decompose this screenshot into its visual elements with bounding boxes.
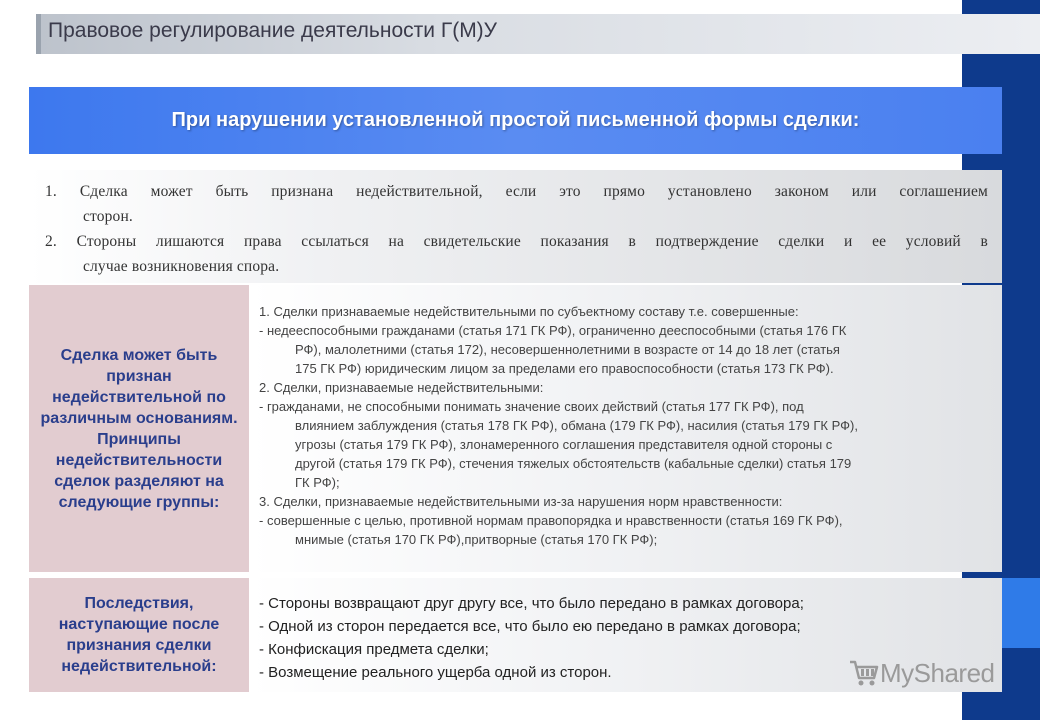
invalidity-list <box>251 285 1002 572</box>
cart-icon <box>848 658 880 688</box>
list-item: - Одной из сторон передается все, что было ею передано в рамках договора; <box>259 618 801 635</box>
intro-line: случае возникновения спора. <box>83 258 280 275</box>
list-item: угрозы (статья 179 ГК РФ), злонамеренного соглашения представителя одной стороны с <box>295 437 833 452</box>
intro-box <box>29 170 1002 283</box>
watermark-text: MyShared <box>880 657 995 688</box>
list-item: 1. Сделки признаваемые недействительными по субъектному составу т.е. совершенные: <box>259 304 799 319</box>
list-item: 175 ГК РФ) юридическим лицом за пределами его правоспособности (статья 173 ГК РФ). <box>295 361 834 376</box>
list-item: - гражданами, не способными понимать значение своих действий (статья 177 ГК РФ), под <box>259 399 804 414</box>
watermark <box>848 656 995 690</box>
list-item: - Стороны возвращают друг другу все, что было передано в рамках договора; <box>259 595 804 612</box>
list-item: 3. Сделки, признаваемые недействительными из-за нарушения норм нравственности: <box>259 494 783 509</box>
list-item: 2. Сделки, признаваемые недействительными: <box>259 380 544 395</box>
list-item: - совершенные с целью, противной нормам правопорядка и нравственности (статья 169 ГК РФ), <box>259 513 843 528</box>
list-item: другой (статья 179 ГК РФ), стечения тяжелых обстоятельств (кабальные сделки) статья 179 <box>295 456 852 471</box>
invalidity-label: Сделка может быть признан недействительной по различным основаниям. Принципы недействительности сделок разделяют на следующие группы: <box>29 285 249 572</box>
consequences-label: Последствия, наступающие после признания сделки недействительной: <box>29 578 249 692</box>
list-item: мнимые (статья 170 ГК РФ),притворные (статья 170 ГК РФ); <box>295 532 658 547</box>
list-item: ГК РФ); <box>295 475 340 490</box>
intro-line: 2. Стороны лишаются права ссылаться на свидетельские показания в подтверждение сделки и ее условий в <box>45 233 988 250</box>
list-item: влиянием заблуждения (статья 178 ГК РФ), обмана (179 ГК РФ), насилия (статья 179 ГК РФ), <box>295 418 858 433</box>
list-item: - Конфискация предмета сделки; <box>259 641 489 658</box>
section-banner-text: При нарушении установленной простой письменной формы сделки: <box>171 109 860 131</box>
list-item: - недееспособными гражданами (статья 171 ГК РФ), ограниченно дееспособными (статья 176 ГК <box>259 323 847 338</box>
slide-title: Правовое регулирование деятельности Г(М)У <box>48 19 498 42</box>
intro-line: сторон. <box>83 208 133 225</box>
list-item: - Возмещение реального ущерба одной из сторон. <box>259 664 612 681</box>
intro-line: 1. Сделка может быть признана недействительной, если это прямо установлено законом или соглашением <box>45 183 988 200</box>
list-item: РФ), малолетними (статья 172), несовершеннолетними в возрасте от 14 до 18 лет (статья <box>295 342 840 357</box>
